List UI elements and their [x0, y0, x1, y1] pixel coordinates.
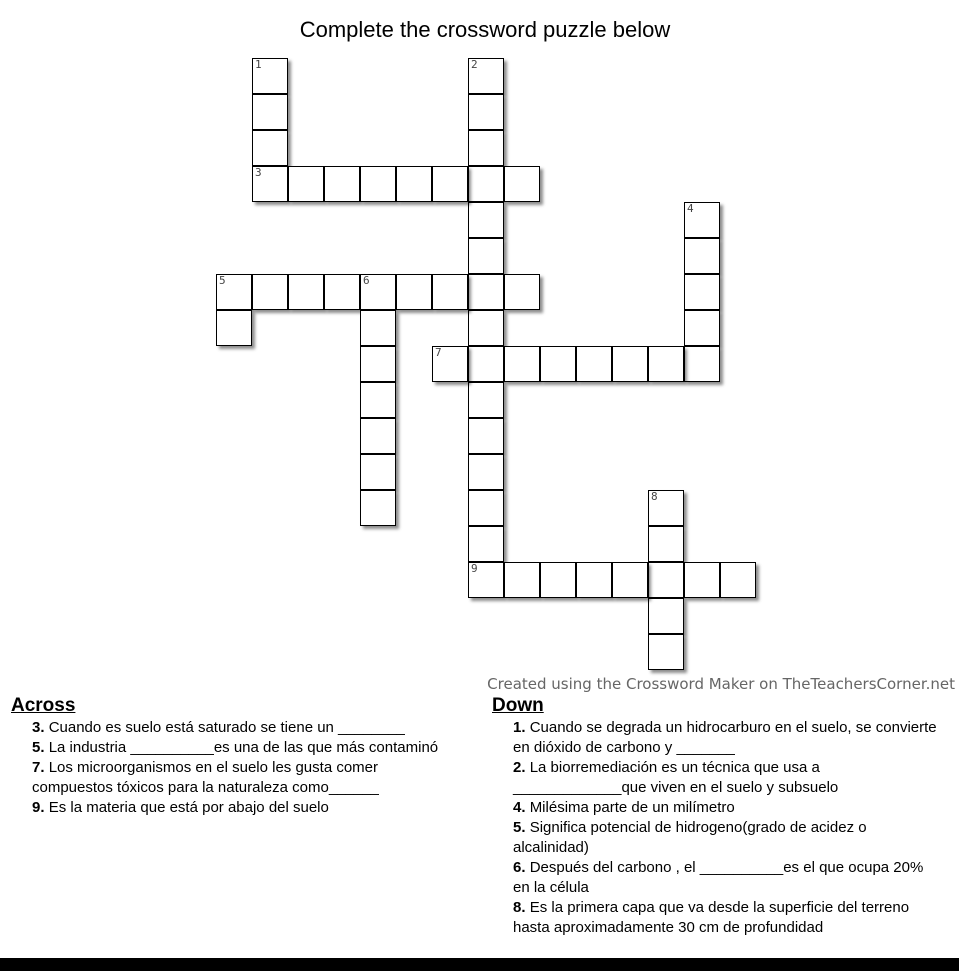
crossword-cell[interactable]	[468, 346, 504, 382]
crossword-cell[interactable]	[432, 274, 468, 310]
clue-down-5: 5. Significa potencial de hidrogeno(grado de acidez o alcalinidad)	[513, 819, 867, 856]
crossword-cell[interactable]	[252, 94, 288, 130]
crossword-cell[interactable]	[576, 562, 612, 598]
crossword-cell[interactable]	[360, 346, 396, 382]
crossword-cell[interactable]	[288, 166, 324, 202]
crossword-cell[interactable]	[432, 346, 468, 382]
crossword-cell[interactable]	[684, 274, 720, 310]
crossword-cell[interactable]	[504, 346, 540, 382]
crossword-cell[interactable]	[288, 274, 324, 310]
crossword-cell[interactable]	[324, 274, 360, 310]
crossword-cell[interactable]	[612, 562, 648, 598]
crossword-cell[interactable]	[252, 58, 288, 94]
cell-number: 9	[471, 562, 478, 575]
crossword-cell[interactable]	[360, 490, 396, 526]
crossword-cell[interactable]	[360, 166, 396, 202]
clue-across-5: 5. La industria __________es una de las que más contaminó	[32, 739, 439, 756]
page-title: Complete the crossword puzzle below	[299, 17, 671, 42]
crossword-cell[interactable]	[396, 166, 432, 202]
crossword-cell[interactable]	[684, 202, 720, 238]
crossword-cell[interactable]	[252, 130, 288, 166]
crossword-cell[interactable]	[360, 382, 396, 418]
cell-number: 3	[255, 166, 262, 179]
crossword-cell[interactable]	[468, 202, 504, 238]
crossword-cell[interactable]	[540, 346, 576, 382]
crossword-cell[interactable]	[468, 274, 504, 310]
crossword-cell[interactable]	[504, 562, 540, 598]
crossword-cell[interactable]	[576, 346, 612, 382]
crossword-cell[interactable]	[252, 166, 288, 202]
clue-down-6: 6. Después del carbono , el __________es el que ocupa 20% en la célula	[513, 859, 924, 896]
credit-text: Created using the Crossword Maker on TheTeachersCorner.net	[487, 675, 955, 693]
crossword-cell[interactable]	[648, 598, 684, 634]
crossword-cell[interactable]	[540, 562, 576, 598]
crossword-cell[interactable]	[684, 238, 720, 274]
crossword-cell[interactable]	[504, 166, 540, 202]
crossword-cell[interactable]	[648, 562, 684, 598]
crossword-cell[interactable]	[468, 562, 504, 598]
crossword-cell[interactable]	[468, 382, 504, 418]
crossword-cell[interactable]	[468, 418, 504, 454]
crossword-cell[interactable]	[504, 274, 540, 310]
crossword-cell[interactable]	[648, 346, 684, 382]
clue-down-2: 2. La biorremediación es un técnica que usa a _____________que viven en el suelo y subsuelo	[513, 759, 839, 796]
cell-number: 5	[219, 274, 226, 287]
crossword-cell[interactable]	[468, 238, 504, 274]
crossword-cell[interactable]	[396, 274, 432, 310]
down-heading: Down	[492, 695, 544, 716]
crossword-cell[interactable]	[612, 346, 648, 382]
crossword-cell[interactable]	[360, 310, 396, 346]
cell-number: 8	[651, 490, 658, 503]
clue-across-7: 7. Los microorganismos en el suelo les gusta comer compuestos tóxicos para la naturaleza como______	[32, 759, 379, 796]
crossword-cell[interactable]	[648, 634, 684, 670]
crossword-cell[interactable]	[252, 274, 288, 310]
crossword-cell[interactable]	[468, 166, 504, 202]
crossword-cell[interactable]	[468, 454, 504, 490]
crossword-cell[interactable]	[324, 166, 360, 202]
clue-down-8: 8. Es la primera capa que va desde la superficie del terreno hasta aproximadamente 30 cm de profundidad	[513, 899, 910, 936]
crossword-cell[interactable]	[648, 490, 684, 526]
cell-number: 6	[363, 274, 370, 287]
cell-number: 2	[471, 58, 478, 71]
crossword-cell[interactable]	[468, 94, 504, 130]
crossword-cell[interactable]	[360, 418, 396, 454]
crossword-cell[interactable]	[360, 454, 396, 490]
cell-number: 1	[255, 58, 262, 71]
crossword-cell[interactable]	[468, 130, 504, 166]
clue-down-1: 1. Cuando se degrada un hidrocarburo en el suelo, se convierte en dióxido de carbono y _______	[513, 719, 937, 756]
crossword-cell[interactable]	[684, 310, 720, 346]
crossword-cell[interactable]	[216, 274, 252, 310]
crossword-cell[interactable]	[684, 346, 720, 382]
crossword-cell[interactable]	[468, 526, 504, 562]
crossword-cell[interactable]	[648, 526, 684, 562]
bottom-bar	[0, 958, 959, 971]
crossword-cell[interactable]	[468, 58, 504, 94]
clue-across-9: 9. Es la materia que está por abajo del suelo	[32, 799, 329, 816]
crossword-cell[interactable]	[360, 274, 396, 310]
crossword-cell[interactable]	[432, 166, 468, 202]
down-clues	[492, 696, 942, 938]
crossword-cell[interactable]	[684, 562, 720, 598]
across-heading: Across	[11, 695, 76, 716]
cell-number: 7	[435, 346, 442, 359]
clue-across-3: 3. Cuando es suelo está saturado se tiene un ________	[32, 719, 405, 736]
crossword-cell[interactable]	[216, 310, 252, 346]
crossword-cell[interactable]	[468, 310, 504, 346]
crossword-cell[interactable]	[468, 490, 504, 526]
across-clues	[11, 696, 461, 818]
clue-down-4: 4. Milésima parte de un milímetro	[513, 799, 735, 816]
crossword-cell[interactable]	[720, 562, 756, 598]
cell-number: 4	[687, 202, 694, 215]
